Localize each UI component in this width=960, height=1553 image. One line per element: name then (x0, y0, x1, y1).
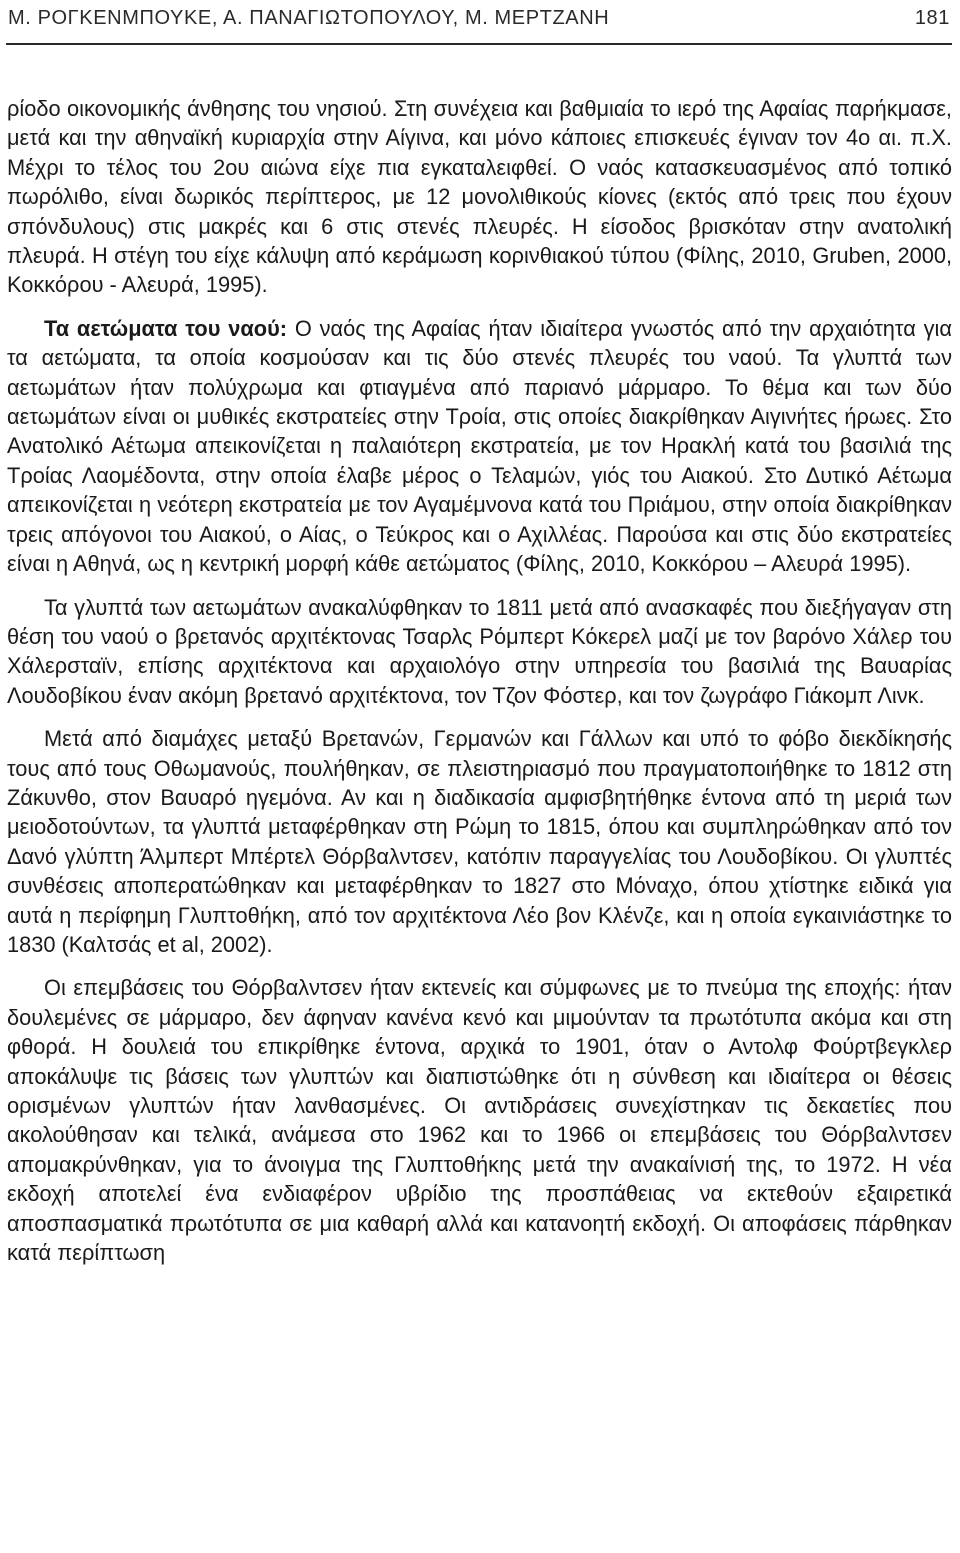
header-rule (6, 43, 952, 45)
paragraph-3: Τα γλυπτά των αετωμάτων ανακαλύφθηκαν το 1811 μετά από ανασκαφές που διεξήγαγαν στη θέση του ναού ο βρετανός αρχιτέκτονας Τσαρλς Ρόμπερτ Κόκερελ μαζί με τον βαρόνο Χάλερ του Χάλερσταϊν, επίσης αρχιτέκτονα και αρχαιολόγο στην υπηρεσία του βασιλιά της Βαυαρίας Λουδοβίκου έναν ακόμη βρετανό αρχιτέκτονα, τον Τζον Φόστερ, και τον ζωγράφο Γιάκομπ Λινκ. (7, 594, 952, 708)
running-header (8, 6, 950, 30)
paragraph-2-text: Ο ναός της Αφαίας ήταν ιδιαίτερα γνωστός από την αρχαιότητα για τα αετώματα, τα οποία κοσμούσαν και τις δύο στενές πλευρές του ναού. Τα γλυπτά των αετωμάτων ήταν πολύχρωμα και φτιαγμένα από παριανό μάρμαρο. Το θέμα και των δύο αετωμάτων είναι οι μυθικές εκστρατείες στην Τροία, στις οποίες διακρίθηκαν Αιγινήτες ήρωες. Στο Ανατολικό Αέτωμα απεικονίζεται η παλαιότερη εκστρατεία, με τον Ηρακλή κατά του βασιλιά της Τροίας Λαομέδοντα, στην οποία έλαβε μέρος ο Τελαμών, γιός του Αιακού. Στο Δυτικό Αέτωμα απεικονίζεται η νεότερη εκστρατεία με τον Αγαμέμνονα κατά του Πριάμου, στην οποία διακρίθηκαν τρεις απόγονοι του Αιακού, ο Αίας, ο Τεύκρος και ο Αχιλλέας. Παρούσα και στις δύο εκστρατείες είναι η Αθηνά, ως η κεντρική μορφή κάθε αετώματος (Φίλης, 2010, Κοκκόρου – Αλευρά 1995). (7, 315, 952, 577)
paragraph-5: Οι επεμβάσεις του Θόρβαλντσεν ήταν εκτενείς και σύμφωνες με το πνεύμα της εποχής: ήταν δουλεμένες σε μάρμαρο, δεν άφηναν κανένα κενό και μιμούνταν τα πρωτότυπα ακόμα και στη φθορά. Η δουλειά του επικρίθηκε έντονα, αρχικά το 1901, όταν ο Αντολφ Φούρτβεγκλερ αποκάλυψε τις βάσεις των γλυπτών και διαπιστώθηκε ότι η σύνθεση και ιδιαίτερα οι θέσεις ορισμένων γλυπτών ήταν λανθασμένες. Οι αντιδράσεις συνεχίστηκαν τις δεκαετίες που ακολούθησαν και τελικά, ανάμεσα στο 1962 και το 1966 οι επεμβάσεις του Θόρβαλντσεν απομακρύνθηκαν, για το άνοιγμα της Γλυπτοθήκης μετά την ανακαίνισή της, το 1972. Η νέα εκδοχή αποτελεί ένα ενδιαφέρον υβρίδιο της προσπάθειας να εκτεθούν εξαιρετικά αποσπασματικά πρωτότυπα σε μια καθαρή αλλά και κατανοητή εκδοχή. Οι αποφάσεις πάρθηκαν κατά περίπτωση (7, 975, 952, 1266)
body-text (7, 94, 952, 1267)
paragraph-1: ρίοδο οικονομικής άνθησης του νησιού. Στη συνέχεια και βαθμιαία το ιερό της Αφαίας παρήκμασε, μετά και την αθηναϊκή κυριαρχία στην Αίγινα, και μόνο κάποιες επισκευές έγιναν τον 4ο αι. π.Χ. Μέχρι το τέλος του 2ου αιώνα είχε πια εγκαταλειφθεί. Ο ναός κατασκευασμένος από τοπικό πωρόλιθο, είναι δωρικός περίπτερος, με 12 μονολιθικούς κίονες (εκτός από τρεις που έχουν σπόνδυλους) στις μακρές και 6 στις στενές πλευρές. Η είσοδος βρισκόταν στην ανατολική πλευρά. Η στέγη του είχε κάλυψη από κεράμωση κορινθιακού τύπου (Φίλης, 2010, Gruben, 2000, Κοκκόρου - Αλευρά, 1995). (7, 96, 952, 298)
paragraph-4: Μετά από διαμάχες μεταξύ Βρετανών, Γερμανών και Γάλλων και υπό το φόβο διεκδίκησής τους από τους Οθωμανούς, πουλήθηκαν, σε πλειστηριασμό που πραγματοποιήθηκε το 1812 στη Ζάκυνθο, στον Βαυαρό ηγεμόνα. Αν και η διαδικασία αμφισβητήθηκε έντονα από τη μεριά των μειοδοτούντων, τα γλυπτά μεταφέρθηκαν στη Ρώμη το 1815, όπου και συμπληρώθηκαν από τον Δανό γλύπτη Άλμπερτ Μπέρτελ Θόρβαλντσεν, κατόπιν παραγγελίας του Λουδοβίκου. Οι γλυπτές συνθέσεις αποπερατώθηκαν και μεταφέρθηκαν το 1827 στο Μόναχο, όπου χτίστηκε ειδικά για αυτά η περίφημη Γλυπτοθήκη, από τον αρχιτέκτονα Λέο βον Κλένζε, και η οποία εγκαινιάστηκε το 1830 (Καλτσάς et al, 2002). (7, 726, 952, 957)
page-number: 181 (914, 6, 950, 29)
section-label-pediments: Τα αετώματα του ναού: (44, 315, 288, 341)
header-authors: Μ. ΡΟΓΚΕΝΜΠΟΥΚΕ, Α. ΠΑΝΑΓΙΩΤΟΠΟΥΛΟΥ, Μ. ΜΕΡΤΖΑΝΗ (8, 6, 610, 29)
paragraph-2 (7, 314, 952, 579)
